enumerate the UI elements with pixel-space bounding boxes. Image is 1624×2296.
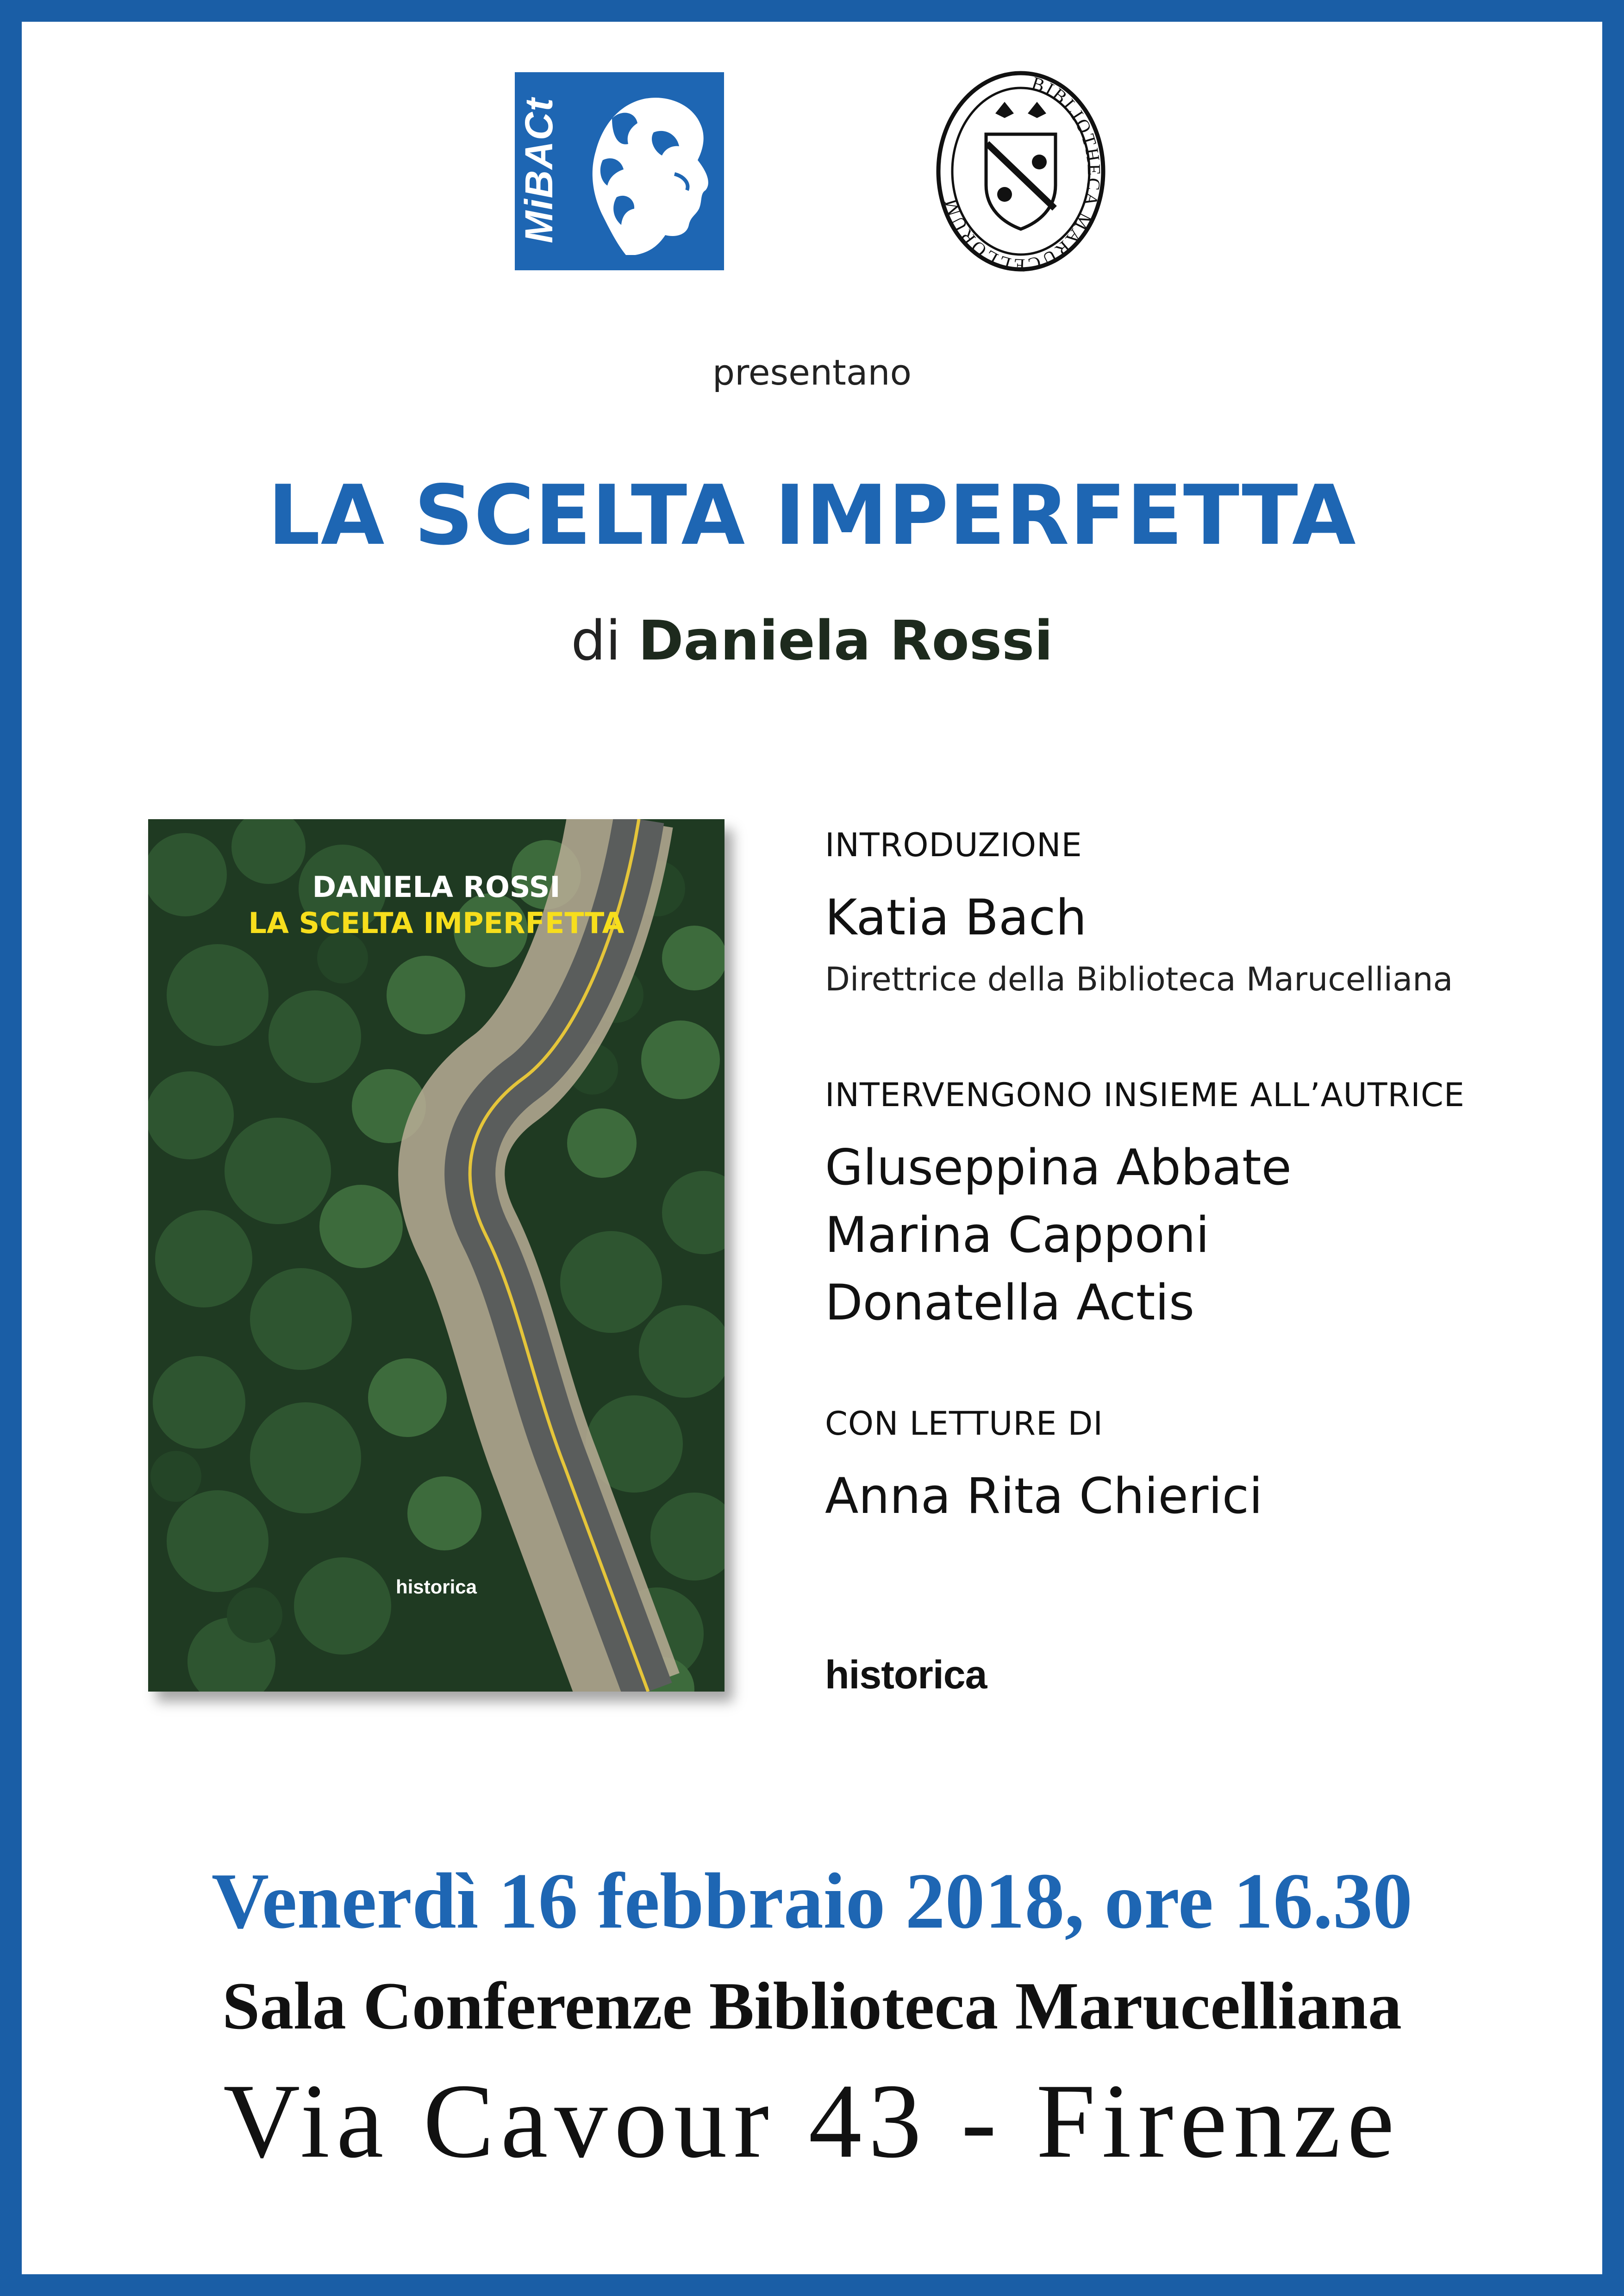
mibact-logo bbox=[515, 72, 724, 270]
mibact-logo-text: MiBACt bbox=[517, 97, 561, 243]
classical-head-icon bbox=[584, 91, 718, 257]
cover-publisher: historica bbox=[395, 1576, 477, 1598]
speaker-name: Gluseppina Abbate bbox=[825, 1139, 1292, 1196]
publisher-logo-text: historica bbox=[825, 1653, 987, 1697]
intro-role: Direttrice della Biblioteca Marucelliana bbox=[825, 960, 1453, 998]
intro-label: INTRODUZIONE bbox=[825, 826, 1082, 864]
by-prefix: di bbox=[571, 609, 621, 672]
book-cover bbox=[148, 819, 725, 1692]
cover-title: LA SCELTA IMPERFETTA bbox=[248, 906, 625, 940]
author-name: Daniela Rossi bbox=[638, 609, 1053, 672]
intro-name: Katia Bach bbox=[825, 889, 1087, 946]
event-address: Via Cavour 43 - Firenze bbox=[223, 2062, 1401, 2180]
readings-label: CON LETTURE DI bbox=[825, 1405, 1104, 1443]
event-date: Venerdì 16 febbraio 2018, ore 16.30 bbox=[211, 1857, 1413, 1945]
svg-text:BIBLIOTHECA MARUCELLORUM: BIBLIOTHECA MARUCELLORUM bbox=[939, 72, 1105, 273]
forest-road-image bbox=[148, 819, 725, 1692]
speakers-label: INTERVENGONO INSIEME ALL’AUTRICE bbox=[825, 1076, 1465, 1114]
seal-emblem-icon bbox=[935, 69, 1106, 273]
readings-name: Anna Rita Chierici bbox=[825, 1468, 1263, 1524]
event-title: LA SCELTA IMPERFETTA bbox=[268, 467, 1356, 563]
speaker-name: Marina Capponi bbox=[825, 1207, 1210, 1263]
author-byline bbox=[0, 609, 1624, 672]
biblioteca-seal-logo bbox=[935, 69, 1106, 273]
speaker-name: Donatella Actis bbox=[825, 1274, 1195, 1331]
cover-author: DANIELA ROSSI bbox=[312, 870, 561, 904]
event-venue: Sala Conferenze Biblioteca Marucelliana bbox=[222, 1968, 1402, 2043]
presents-text: presentano bbox=[712, 352, 912, 393]
